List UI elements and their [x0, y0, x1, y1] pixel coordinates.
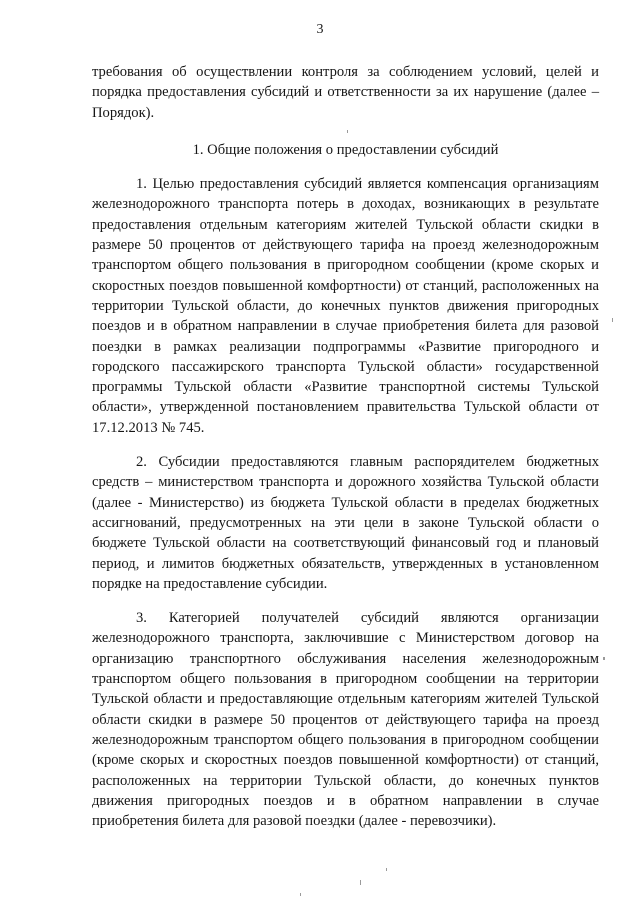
scan-artifact: [603, 657, 605, 660]
page-number: 3: [316, 22, 324, 37]
section-heading: 1. Общие положения о предоставлении субсидий: [192, 141, 499, 158]
paragraph-2: 2. Субсидии предоставляются главным распорядителем бюджетных средств – министерством транспорта и дорожного хозяйства Тульской области (далее - Министерство) из бюджета Тульской области в пределах бюджетных ассигнований, предусмотренных на эти цели в законе Тульской области о бюджете Тульской области на соответствующий финансовый год и плановый период, и лимитов бюджетных обязательств, утвержденных в установленном порядке на предоставление субсидии.: [92, 454, 599, 592]
paragraph-3: 3. Категорией получателей субсидий являются организации железнодорожного транспорта, заключившие с Министерством договор на организацию транспортного обслуживания населения железнодорожным транспортом общего пользования в пригородном сообщении на территории Тульской области и предоставляющие отдельным категориям жителей Тульской области скидки в размере 50 процентов от действующего тарифа на проезд железнодорожным транспортом общего пользования в пригородном сообщении (кроме скорых и скоростных поездов повышенной комфортности) от станций, расположенных на территории Тульской области, до конечных пунктов движения пригородных поездов и в обратном направлении в случае приобретения билета для разовой поездки (далее - перевозчики).: [92, 610, 599, 830]
scan-artifact: [347, 130, 348, 133]
intro-paragraph: требования об осуществлении контроля за соблюдением условий, целей и порядка предоставления субсидий и ответственности за их нарушение (далее – Порядок).: [92, 64, 599, 121]
paragraph-1: 1. Целью предоставления субсидий является компенсация организациям железнодорожного транспорта потерь в доходах, возникающих в результате предоставления отдельным категориям жителей Тульской области скидки в размере 50 процентов от действующего тарифа на проезд железнодорожным транспортом общего пользования в пригородном сообщении (кроме скорых и скоростных поездов повышенной комфортности) от станций, расположенных на территории Тульской области, до конечных пунктов движения пригородных поездов и в обратном направлении в случае приобретения билета для разовой поездки в рамках реализации подпрограммы «Развитие пригородного и городского пассажирского транспорта Тульской области» государственной программы Тульской области «Развитие транспортной системы Тульской области», утвержденной постановлением правительства Тульской области от 17.12.2013 № 745.: [92, 176, 599, 436]
document-body: [92, 62, 599, 831]
scan-artifact: [300, 893, 301, 896]
scan-artifact: [360, 880, 361, 885]
scan-artifact: [386, 868, 387, 871]
scan-artifact: [612, 318, 613, 322]
